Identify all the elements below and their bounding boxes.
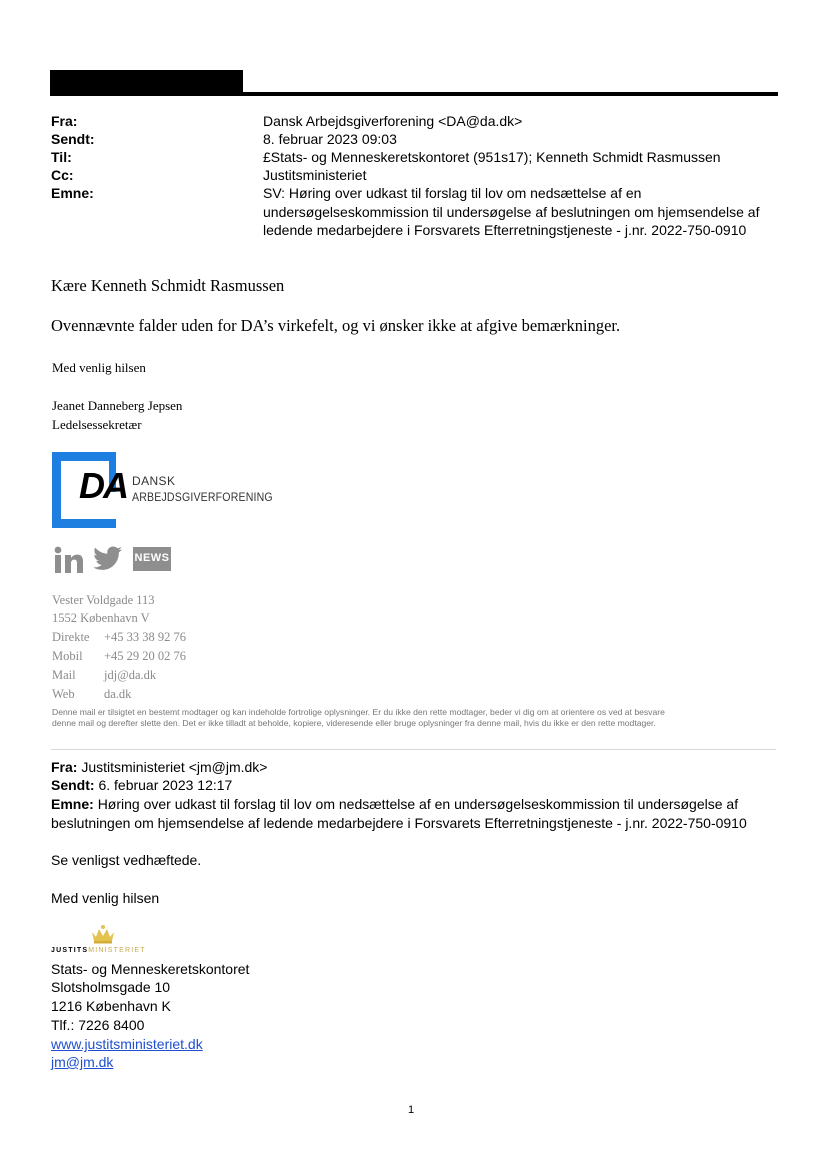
crown-icon (90, 924, 116, 944)
subject-line-2: undersøgelseskommission til undersøgelse af beslutningen om hjemsendelse af (263, 204, 760, 220)
jm-web-link[interactable]: www.justitsministeriet.dk (51, 1036, 203, 1052)
contact-row-mail (52, 668, 156, 683)
disclaimer-line-2: denne mail og derefter slette den. Det er ikke tilladt at beholde, kopiere, videresende eller bruge oplysninger fra denne mail, hvis du ikke er den rette modtager. (52, 718, 656, 728)
news-icon[interactable] (133, 547, 171, 571)
contact-value: +45 29 20 02 76 (104, 649, 187, 663)
da-logo (52, 452, 273, 528)
fw-subject-value-1: Høring over udkast til forslag til lov om nedsættelse af en undersøgelseskommission til undersøgelse af (97, 796, 739, 812)
jm-logo-light: MINISTERIET (88, 947, 146, 954)
page-number: 1 (408, 1104, 415, 1116)
subject-line-1: SV: Høring over udkast til forslag til lov om nedsættelse af en (263, 185, 642, 201)
da-logo-line1: DANSK (132, 474, 176, 488)
contact-row-direct (52, 630, 186, 645)
signer-name: Jeanet Danneberg Jepsen (52, 398, 183, 413)
fw-sent-label: Sendt: (51, 777, 95, 793)
contact-row-web (52, 687, 131, 702)
closing: Med venlig hilsen (52, 360, 146, 375)
contact-value[interactable]: jdj@da.dk (104, 668, 157, 682)
da-logo-letters: DA (79, 465, 127, 506)
contact-key: Mobil (52, 649, 83, 663)
redacted-header-block (50, 70, 243, 94)
jm-web-line (51, 1035, 781, 1053)
from-value: Dansk Arbejdsgiverforening <DA@da.dk> (263, 113, 523, 129)
social-links (53, 544, 183, 576)
contact-value[interactable]: da.dk (104, 687, 132, 701)
jm-logo-text (51, 947, 146, 954)
fw-subject-label: Emne: (51, 796, 94, 812)
contact-key: Web (52, 687, 75, 701)
subject-line-3: ledende medarbejdere i Forsvarets Efterretningstjeneste - j.nr. 2022-750-0910 (263, 222, 747, 238)
cc-label: Cc: (51, 167, 74, 183)
fw-body: Se venligst vedhæftede. (51, 852, 202, 868)
jm-logo-bold: JUSTITS (51, 947, 89, 954)
jm-email-link[interactable]: jm@jm.dk (51, 1054, 114, 1070)
signer-title: Ledelsessekretær (52, 417, 142, 432)
jm-city: 1216 København K (51, 998, 171, 1014)
fw-sent-value: 6. februar 2023 12:17 (98, 777, 233, 793)
from-label: Fra: (51, 113, 78, 129)
fw-closing: Med venlig hilsen (51, 890, 160, 906)
contact-key: Mail (52, 668, 76, 682)
da-logo-line2: ARBEJDSGIVERFORENING (132, 490, 273, 504)
greeting: Kære Kenneth Schmidt Rasmussen (51, 276, 285, 295)
jm-phone: Tlf.: 7226 8400 (51, 1017, 145, 1033)
fw-from-value: Justitsministeriet <jm@jm.dk> (81, 759, 268, 775)
news-icon-label: NEWS (134, 552, 170, 564)
linkedin-icon[interactable] (53, 546, 85, 574)
disclaimer (52, 707, 772, 729)
contact-address-2: 1552 København V (52, 611, 150, 625)
disclaimer-line-1: Denne mail er tilsigtet en bestemt modtager og kan indeholde fortrolige oplysninger. Er du ikke den rette modtager, beder vi dig om at orientere os ved at besvare (52, 707, 665, 717)
fw-from-label: Fra: (51, 759, 78, 775)
jm-email-line (51, 1053, 781, 1071)
twitter-icon[interactable] (93, 545, 123, 573)
fw-subject (51, 795, 781, 813)
fw-from (51, 758, 781, 776)
subject-label: Emne: (51, 185, 94, 201)
reply-body: Ovennævnte falder uden for DA’s virkefelt, og vi ønsker ikke at afgive bemærkninger. (51, 316, 621, 335)
message-divider (51, 749, 776, 750)
header-rule (50, 92, 778, 96)
sent-label: Sendt: (51, 131, 95, 147)
cc-value: Justitsministeriet (263, 167, 367, 183)
jm-street: Slotsholmsgade 10 (51, 979, 171, 995)
contact-value: +45 33 38 92 76 (104, 630, 187, 644)
contact-row-mobile (52, 649, 186, 664)
contact-key: Direkte (52, 630, 90, 644)
to-label: Til: (51, 149, 72, 165)
jm-office: Stats- og Menneskeretskontoret (51, 961, 250, 977)
to-value: £Stats- og Menneskeretskontoret (951s17); Kenneth Schmidt Rasmussen (263, 149, 721, 165)
sent-value: 8. februar 2023 09:03 (263, 131, 397, 147)
contact-address-1: Vester Voldgade 113 (52, 593, 155, 607)
fw-sent (51, 776, 781, 794)
fw-subject-line-2: beslutningen om hjemsendelse af ledende medarbejdere i Forsvarets Efterretningstjeneste - j.nr. 2022-750-0910 (51, 815, 747, 831)
